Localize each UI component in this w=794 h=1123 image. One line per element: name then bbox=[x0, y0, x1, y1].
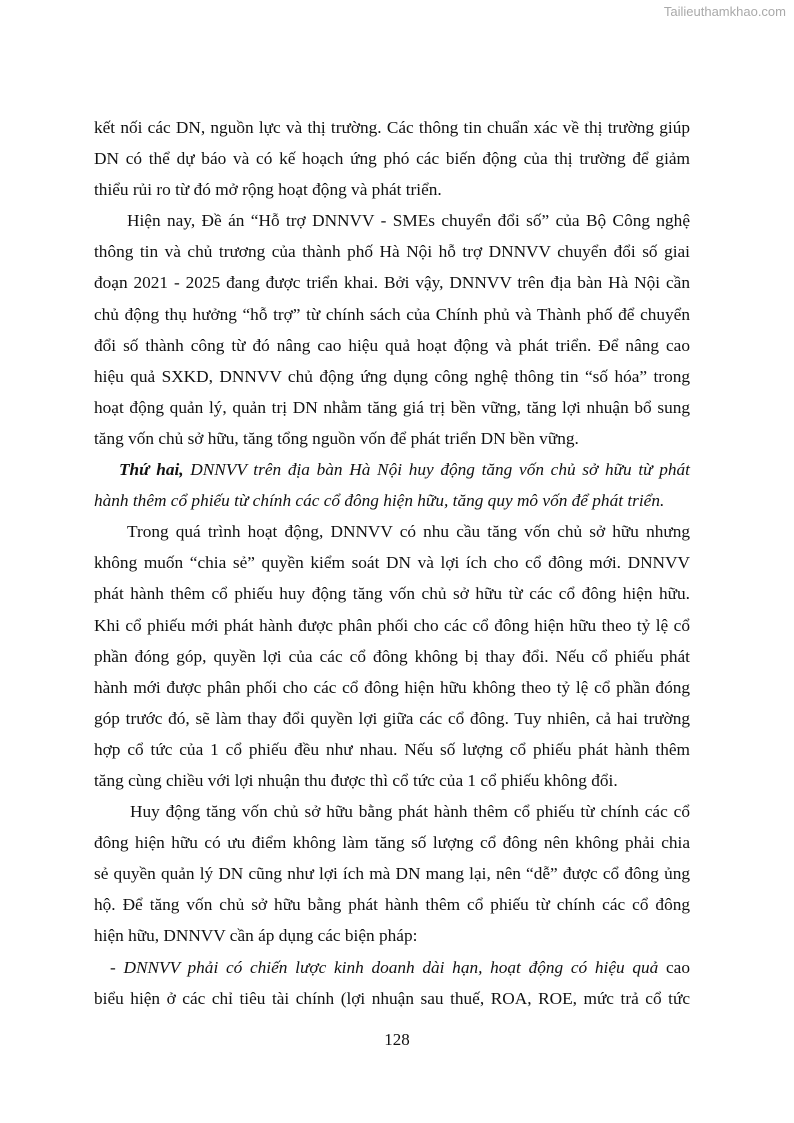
watermark: Tailieuthamkhao.com bbox=[663, 4, 786, 19]
text-line: Hiện nay, Đề án “Hỗ trợ DNNVV - SMEs chuyển đổi số” của Bộ Công nghệ bbox=[127, 211, 690, 231]
text-line: hành mới được phân phối cho các cổ đông hiện hữu không theo tỷ lệ cổ phần đóng bbox=[94, 677, 690, 697]
text-line: góp trước đó, sẽ làm thay đổi quyền lợi giữa các cổ đông. Tuy nhiên, cả hai trường bbox=[94, 708, 690, 728]
text-line: phát hành thêm cổ phiếu huy động tăng vốn chủ sở hữu từ các cổ đông hiện hữu. bbox=[94, 584, 690, 604]
text-line: đông hiện hữu có ưu điểm không làm tăng số lượng cổ đông nên không phải chia bbox=[94, 833, 690, 853]
text-line: thiểu rủi ro từ đó mở rộng hoạt động và phát triển. bbox=[94, 180, 442, 200]
text-line: Huy động tăng vốn chủ sở hữu bằng phát hành thêm cổ phiếu từ chính các cổ bbox=[130, 802, 690, 822]
text-line: biểu hiện ở các chỉ tiêu tài chính (lợi nhuận sau thuế, ROA, ROE, mức trả cổ tức bbox=[94, 988, 690, 1008]
text-line: hộ. Để tăng vốn chủ sở hữu bằng phát hành thêm cổ phiếu từ chính các cổ đông bbox=[94, 895, 690, 915]
text-line: hiệu quả SXKD, DNNVV chủ động ứng dụng công nghệ thông tin “số hóa” trong bbox=[94, 366, 690, 386]
text-line: tăng vốn chủ sở hữu, tăng tổng nguồn vốn để phát triển DN bền vững. bbox=[94, 428, 579, 448]
text-line: Trong quá trình hoạt động, DNNVV có nhu cầu tăng vốn chủ sở hữu nhưng bbox=[127, 522, 690, 542]
text-line: chủ động thụ hưởng “hỗ trợ” từ chính sách của Chính phủ và Thành phố để chuyển bbox=[94, 304, 690, 324]
text-line: kết nối các DN, nguồn lực và thị trường. Các thông tin chuẩn xác về thị trường giúp bbox=[94, 118, 690, 137]
italic-lead: - DNNVV phải có chiến lược kinh doanh dài hạn, hoạt động có hiệu quả bbox=[110, 957, 659, 977]
regular-text: cao bbox=[658, 957, 690, 977]
document-body bbox=[94, 112, 690, 1014]
text-line: tăng cùng chiều với lợi nhuận thu được thì cổ tức của 1 cổ phiếu không đổi. bbox=[94, 770, 618, 790]
text-line: đổi số thành công từ đó nâng cao hiệu quả hoạt động và phát triển. Để nâng cao bbox=[94, 335, 690, 355]
page-number: 128 bbox=[384, 1030, 410, 1049]
text-line: hoạt động quản lý, quản trị DN nhằm tăng giá trị bền vững, tăng lợi nhuận bổ sung bbox=[94, 397, 690, 417]
text-line: đoạn 2021 - 2025 đang được triển khai. Bởi vậy, DNNVV trên địa bàn Hà Nội cần bbox=[94, 273, 690, 293]
text-line: thông tin và chủ trương của thành phố Hà Nội hỗ trợ DNNVV chuyển đổi số giai bbox=[94, 242, 690, 262]
text-line: hợp cổ tức của 1 cổ phiếu đều như nhau. Nếu số lượng cổ phiếu phát hành thêm bbox=[94, 739, 690, 759]
text-line: sẻ quyền quản lý DN cũng như lợi ích mà DN mang lại, nên “dễ” được cổ đông ủng bbox=[94, 864, 690, 884]
text-line bbox=[94, 952, 690, 983]
text-line: Khi cổ phiếu mới phát hành được phân phối cho các cổ đông hiện hữu theo tỷ lệ cổ bbox=[94, 615, 690, 635]
text-line: DN có thể dự báo và có kế hoạch ứng phó các biến động của thị trường để giảm bbox=[94, 149, 690, 169]
text-line: hiện hữu, DNNVV cần áp dụng các biện pháp: bbox=[94, 926, 418, 946]
text-line: phần đóng góp, quyền lợi của các cổ đông không bị thay đổi. Nếu cổ phiếu phát bbox=[94, 646, 690, 666]
text-line bbox=[94, 454, 690, 485]
italic-text: DNNVV trên địa bàn Hà Nội huy động tăng vốn chủ sở hữu từ phát bbox=[183, 460, 690, 480]
bold-lead: Thứ hai, bbox=[119, 460, 184, 480]
text-line: hành thêm cổ phiếu từ chính các cổ đông hiện hữu, tăng quy mô vốn để phát triển. bbox=[94, 491, 665, 511]
text-line: không muốn “chia sẻ” quyền kiểm soát DN và lợi ích cho cổ đông mới. DNNVV bbox=[94, 553, 690, 573]
